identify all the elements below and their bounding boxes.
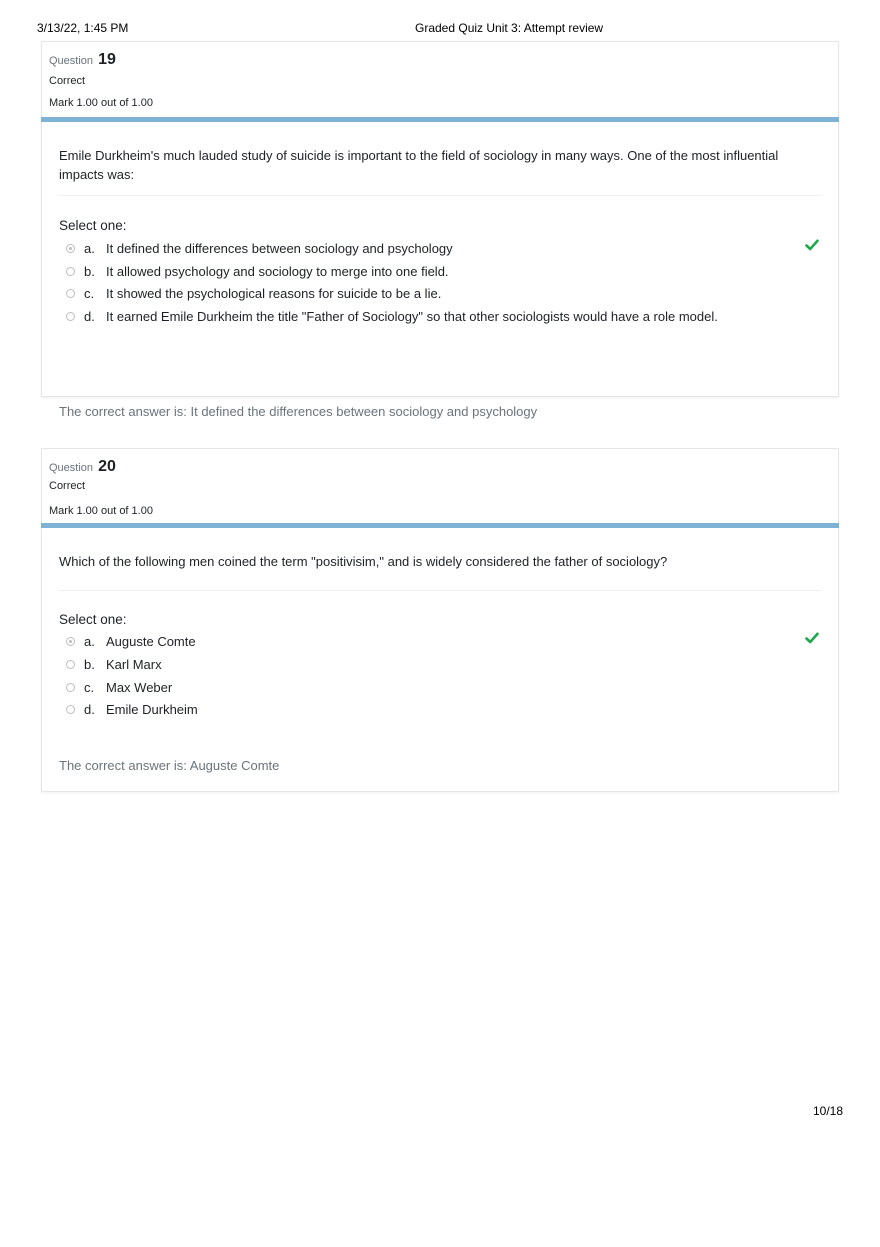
- print-title: Graded Quiz Unit 3: Attempt review: [415, 21, 604, 35]
- correct-check-icon: [805, 632, 819, 644]
- question-19: [41, 41, 839, 419]
- question-grade: Mark 1.00 out of 1.00: [49, 505, 153, 517]
- question-info: [41, 41, 839, 117]
- page-number: 10/18: [812, 1104, 843, 1118]
- radio-selected-icon[interactable]: [66, 637, 75, 646]
- divider: [58, 195, 822, 196]
- radio-icon[interactable]: [66, 705, 75, 714]
- question-number: Question 19: [49, 51, 116, 68]
- question-text: Which of the following men coined the term "positivisim," and is widely considered the father of sociology?: [59, 554, 668, 569]
- question-info: [41, 448, 839, 523]
- question-content: Emile Durkheim's much lauded study of suicide is important to the field of sociology in many ways. One of the most influential impacts was: Select one: a. It defined the differences between sociology and psychology b. It allowed psychology and sociology to merge into one field. c. It showed the psychological reasons for suicide to be a lie. d. It earned Emile Durkheim the title "Father of Sociology" so that other sociologists would have a role model. The correct answer is: It defined the differences between sociology and psychology: [41, 122, 839, 397]
- select-one-prompt: Select one:: [59, 218, 127, 233]
- correct-answer-feedback: The correct answer is: It defined the differences between sociology and psychology: [59, 404, 538, 419]
- question-number: Question 20: [49, 458, 116, 475]
- print-date: 3/13/22, 1:45 PM: [37, 21, 129, 35]
- radio-icon[interactable]: [66, 683, 75, 692]
- question-text: Emile Durkheim's much lauded study of suicide is important to the field of sociology in many ways. One of the most influential impacts was:: [59, 148, 779, 182]
- question-grade: Mark 1.00 out of 1.00: [49, 97, 153, 109]
- radio-icon[interactable]: [66, 267, 75, 276]
- correct-answer-feedback: The correct answer is: Auguste Comte: [59, 758, 280, 773]
- question-state: Correct: [49, 75, 86, 87]
- question-state: Correct: [49, 480, 86, 492]
- question-content: Which of the following men coined the term "positivisim," and is widely considered the father of sociology? Select one: a. Auguste Comte b. Karl Marx c. Max Weber d. Emile Durkheim The correct answer is: Auguste Comte: [41, 528, 839, 792]
- radio-icon[interactable]: [66, 289, 75, 298]
- print-header: [37, 21, 843, 37]
- radio-icon[interactable]: [66, 660, 75, 669]
- radio-selected-icon[interactable]: [66, 244, 75, 253]
- select-one-prompt: Select one:: [59, 612, 127, 627]
- divider: [58, 590, 822, 591]
- correct-check-icon: [805, 239, 819, 251]
- radio-icon[interactable]: [66, 312, 75, 321]
- question-20: [41, 448, 839, 792]
